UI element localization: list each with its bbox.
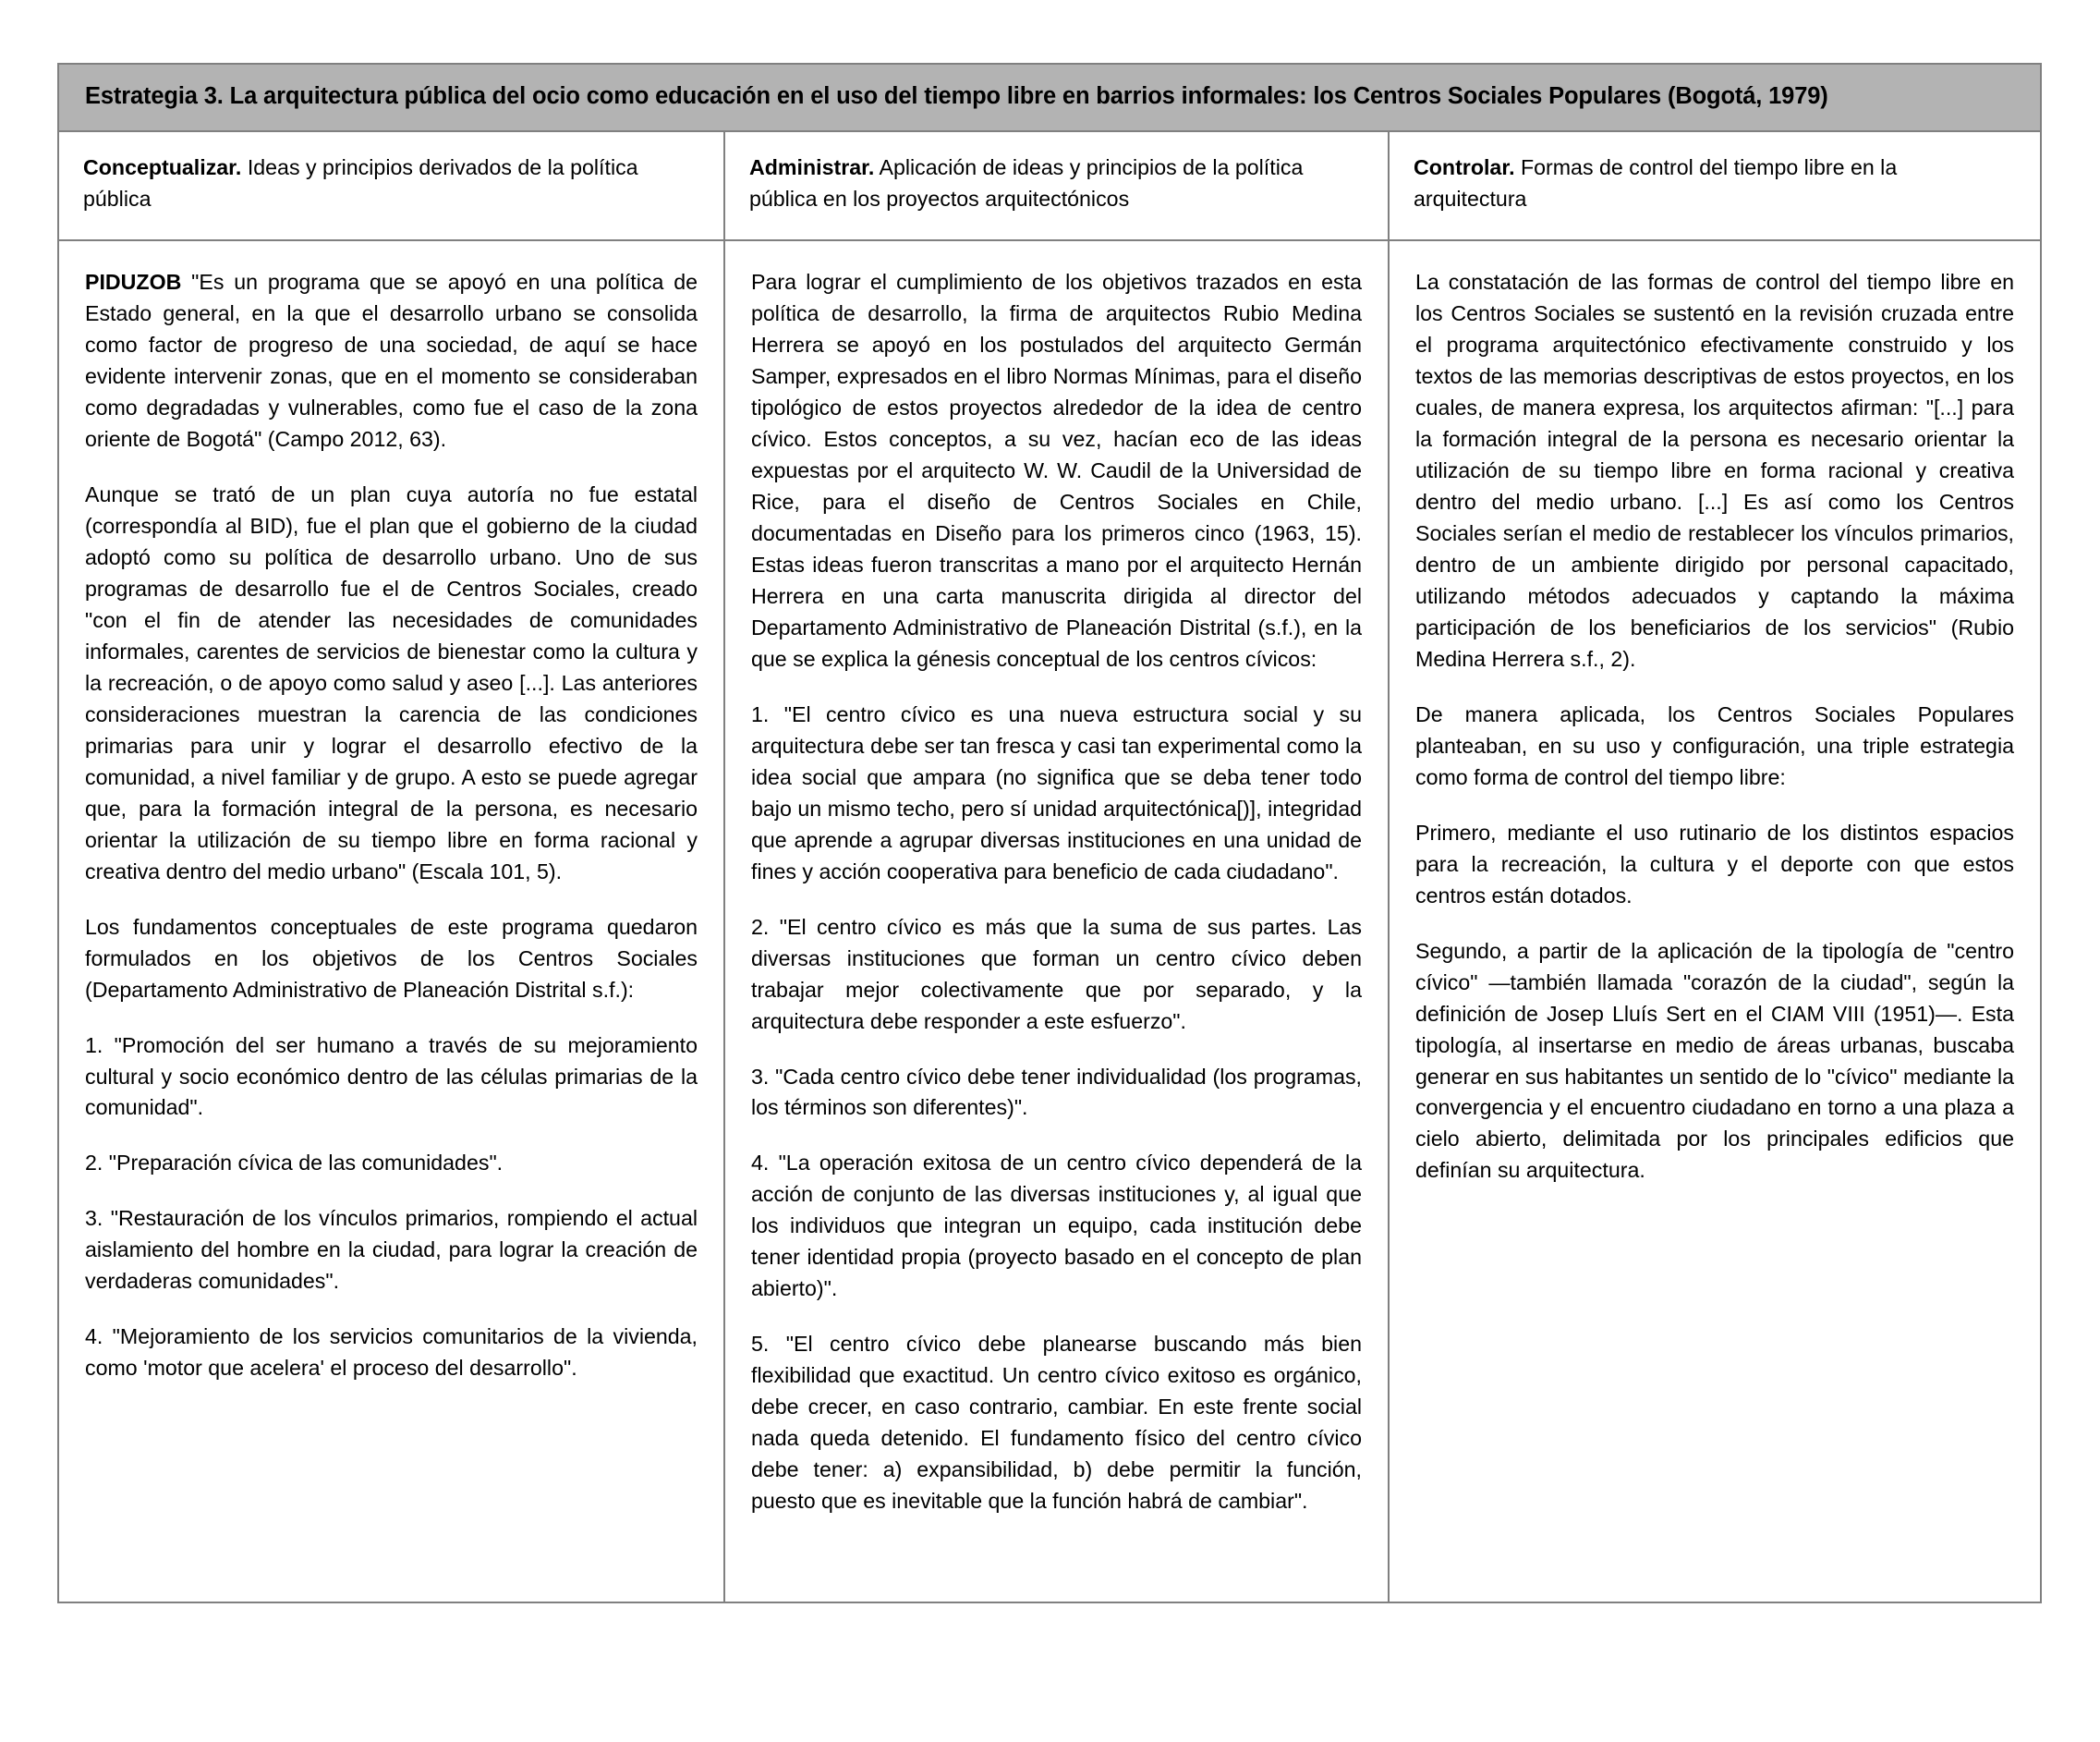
column-header-administrar bbox=[723, 132, 1388, 239]
column-header-conceptualizar-lead: Conceptualizar. bbox=[83, 155, 242, 180]
col1-list-item-3: 3. "Restauración de los vínculos primarios, rompiendo el actual aislamiento del hombre en la ciudad, para lograr la creación de verdaderas comunidades". bbox=[85, 1206, 698, 1294]
table-body-row bbox=[59, 241, 2040, 1602]
col2-list-item-2: 2. "El centro cívico es más que la suma de sus partes. Las diversas instituciones que forman un centro cívico deben trabajar mejor colectivamente que por separado, y la arquitectura debe responder a este esfuerzo". bbox=[751, 914, 1362, 1033]
col3-paragraph-4-part-b: (1951)—. Esta tipología, al insertarse en medio de áreas urbanas, buscaba generar en sus habitantes un sentido de lo "cívico" mediante la convergencia y el encuentro ciudadano en torno a una plaza a cielo abierto, delimitada por los principales edificios que definían su arquitectura. bbox=[1415, 1001, 2014, 1183]
col1-list-item-4: 4. "Mejoramiento de los servicios comunitarios de la vivienda, como 'motor que acelera' el proceso del desarrollo". bbox=[85, 1324, 698, 1381]
col3-paragraph-4-part-a: Segundo, a partir de la aplicación de la tipología de "centro cívico" —también llamada "corazón de la ciudad", según la definición de Josep Lluís Sert en el bbox=[1415, 938, 2014, 1026]
col1-paragraph-1 bbox=[85, 267, 698, 456]
col3-paragraph-1: La constatación de las formas de control del tiempo libre en los Centros Sociales se sustentó en la revisión cruzada entre el programa arquitectónico efectivamente construido y los textos de las memorias descriptivas de estos proyectos, en los cuales, de manera expresa, los arquitectos afirman: "[...] para la formación integral de la persona es necesario orientar la utilización de su tiempo libre en forma racional y creativa dentro del medio urbano. [...] Es así como los Centros Sociales serían el medio de restablecer los vínculos primarios, dentro de un ambiente dirigido por personal capacitado, utilizando métodos adecuados y captando la máxima participación de los beneficiarios de los servicios" (Rubio Medina Herrera s.f., 2). bbox=[1415, 269, 2014, 671]
column-header-administrar-rest: Aplicación de ideas y principios de la política pública en los proyectos arquitectónicos bbox=[749, 155, 1304, 211]
col1-paragraph-3: Los fundamentos conceptuales de este programa quedaron formulados en los objetivos de los Centros Sociales (Departamento Administrativo de Planeación Distrital s.f.): bbox=[85, 914, 698, 1002]
column-header-administrar-lead: Administrar. bbox=[749, 155, 875, 180]
col1-paragraph-2-part-b: ), fue el plan que el gobierno de la ciudad adoptó como su política de desarrollo urbano. Uno de sus programas de desarrollo fue el de Centros Sociales, creado "con el fin de atender las necesidades de comunidades informales, carentes de servicios de bienestar como la cultura y la recreación, o de apoyo como salud y aseo [...]. Las anteriores consideraciones muestran la carencia de las condiciones primarias para unir y lograr el desarrollo efectivo de la comunidad, a nivel familiar y de grupo. A esto se puede agregar que, para la formación integral de la persona, es necesario orientar la utilización de su tiempo libre en forma racional y creativa dentro del medio urbano" (Escala 101, 5). bbox=[85, 513, 698, 883]
col1-list-item-2: 2. "Preparación cívica de las comunidades". bbox=[85, 1151, 504, 1176]
col2-list-item-3: 3. "Cada centro cívico debe tener individualidad (los programas, los términos son diferentes)". bbox=[751, 1064, 1362, 1120]
column-body-conceptualizar bbox=[59, 241, 723, 1602]
table-title: Estrategia 3. La arquitectura pública del ocio como educación en el uso del tiempo libre en barrios informales: los Centros Sociales Populares (Bogotá, 1979) bbox=[59, 65, 2040, 132]
strategy-table bbox=[57, 63, 2042, 1603]
column-header-controlar bbox=[1388, 132, 2040, 239]
col1-list-item-1: 1. "Promoción del ser humano a través de su mejoramiento cultural y socio económico dentro de las células primarias de la comunidad". bbox=[85, 1032, 698, 1120]
table-header-row bbox=[59, 132, 2040, 241]
column-body-controlar bbox=[1388, 241, 2040, 1602]
column-header-conceptualizar bbox=[59, 132, 723, 239]
col2-list-item-5: 5. "El centro cívico debe planearse buscando más bien flexibilidad que exactitud. Un centro cívico exitoso es orgánico, debe crecer, en caso contrario, cambiar. En este frente social nada queda detenido. El fundamento físico del centro cívico debe tener: a) expansibilidad, b) debe permitir la función, puesto que es inevitable que la función habrá de cambiar". bbox=[751, 1332, 1362, 1514]
col1-paragraph-1-rest: "Es un programa que se apoyó en una política de Estado general, en la que el desarrollo urbano se consolida como factor de progreso de una sociedad, de aquí se hace evidente intervenir zonas, que en el momento se consideraban como degradadas y vulnerables, como fue el caso de la zona oriente de Bogotá" (Campo 2012, 63). bbox=[85, 269, 698, 451]
column-header-conceptualizar-rest: Ideas y principios derivados de la política pública bbox=[83, 155, 638, 211]
col3-paragraph-4 bbox=[1415, 936, 2014, 1188]
col1-smallcaps-bid: BID bbox=[249, 513, 286, 538]
col2-list-item-1: 1. "El centro cívico es una nueva estructura social y su arquitectura debe ser tan fresca y casi tan experimental como la idea social que ampara (no significa que se deba tener todo bajo un mismo techo, pero sí unidad arquitectónica[)], integridad que aprende a agrupar diversas instituciones en una unidad de fines y acción cooperativa para beneficio de cada ciudadano". bbox=[751, 701, 1362, 883]
col1-paragraph-2 bbox=[85, 480, 698, 888]
column-header-controlar-lead: Controlar. bbox=[1414, 155, 1515, 180]
col3-paragraph-3: Primero, mediante el uso rutinario de los distintos espacios para la recreación, la cultura y el deporte con que estos centros están dotados. bbox=[1415, 820, 2014, 908]
col1-smallcaps-piduzob: PIDUZOB bbox=[85, 269, 182, 294]
column-header-controlar-rest: Formas de control del tiempo libre en la arquitectura bbox=[1414, 155, 1898, 211]
col2-list-item-4: 4. "La operación exitosa de un centro cívico dependerá de la acción de conjunto de las diversas instituciones y, al igual que los individuos que integran un equipo, cada institución debe tener identidad propia (proyecto basado en el concepto de plan abierto)". bbox=[751, 1151, 1362, 1301]
col3-paragraph-2: De manera aplicada, los Centros Sociales Populares planteaban, en su uso y configuración, una triple estrategia como forma de control del tiempo libre: bbox=[1415, 701, 2014, 789]
col3-smallcaps-ciam: CIAM VIII bbox=[1770, 1001, 1865, 1026]
column-body-administrar bbox=[723, 241, 1388, 1602]
col1-paragraph-2-part-a: Aunque se trató de un plan cuya autoría no fue estatal (correspondía al bbox=[85, 481, 698, 538]
col2-paragraph-1: Para lograr el cumplimiento de los objetivos trazados en esta política de desarrollo, la firma de arquitectos Rubio Medina Herrera se apoyó en los postulados del arquitecto Germán Samper, expresados en el libro Normas Mínimas, para el diseño tipológico de estos proyectos alrededor de la idea de centro cívico. Estos conceptos, a su vez, hacían eco de las ideas expuestas por el arquitecto W. W. Caudil de la Universidad de Rice, para el diseño de Centros Sociales en Chile, documentadas en Diseño para los primeros cinco (1963, 15). Estas ideas fueron transcritas a mano por el arquitecto Hernán Herrera en una carta manuscrita dirigida al director del Departamento Administrativo de Planeación Distrital (s.f.), en la que se explica la génesis conceptual de los centros cívicos: bbox=[751, 269, 1362, 671]
